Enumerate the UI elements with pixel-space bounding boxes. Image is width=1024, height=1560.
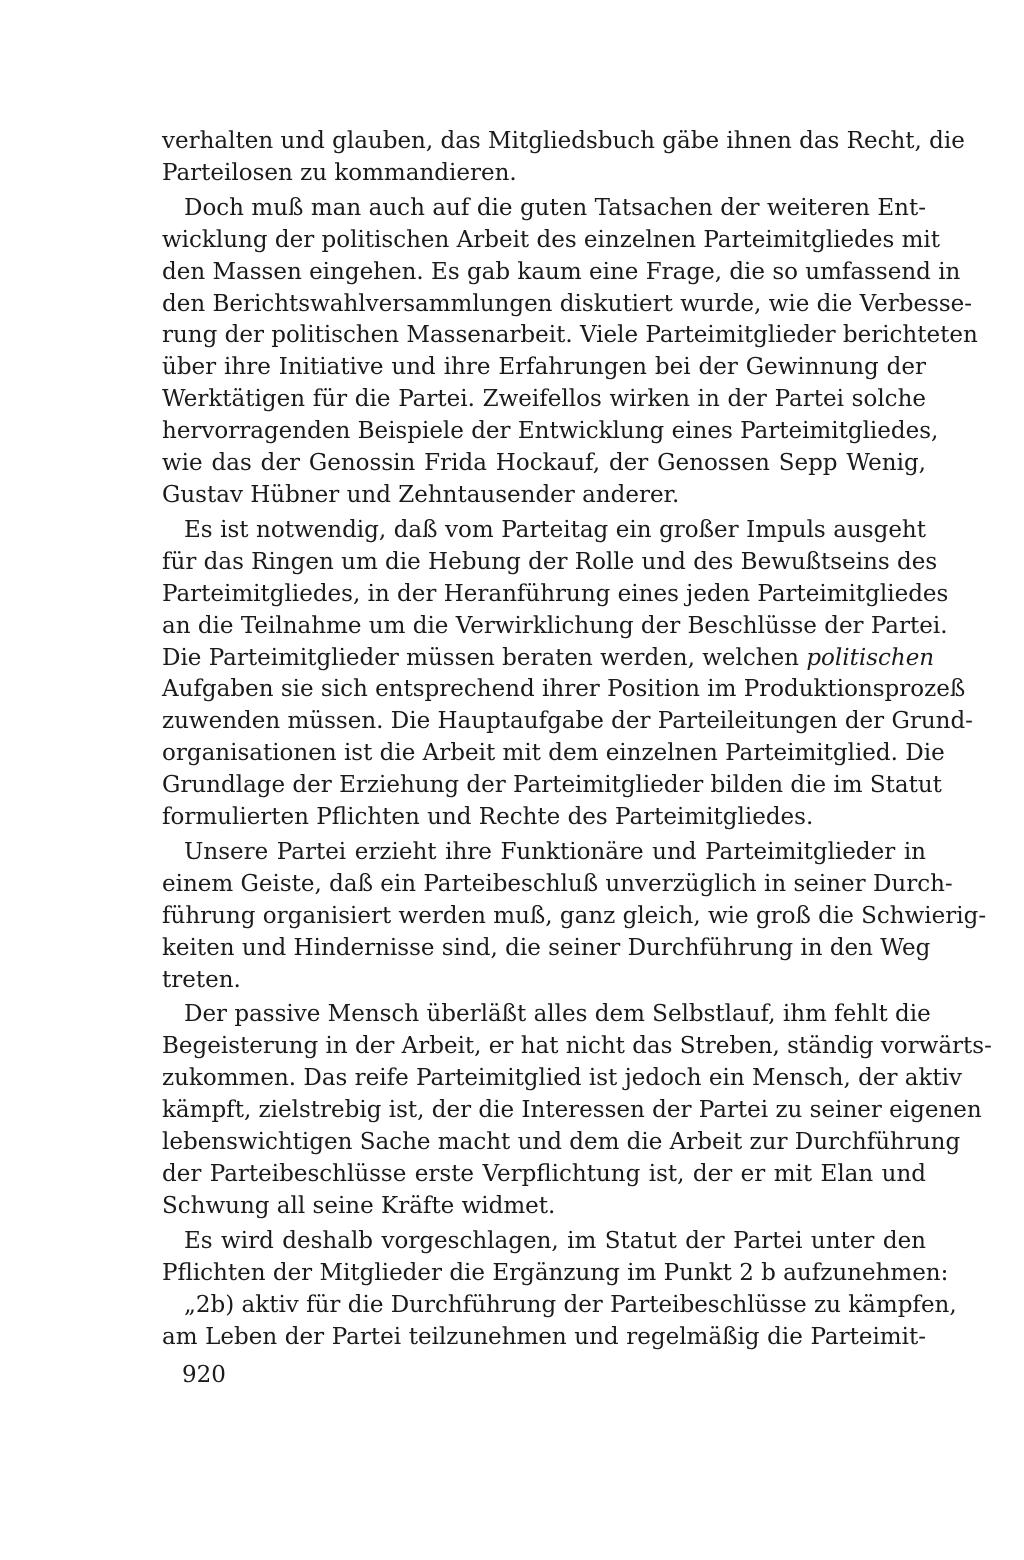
text-line: führung organisiert werden muß, ganz gleich, wie groß die Schwierig- — [162, 902, 987, 929]
text-line: Gustav Hübner und Zehntausender anderer. — [162, 481, 680, 508]
text-line: einem Geiste, daß ein Parteibeschluß unverzüglich in seiner Durch- — [162, 870, 953, 897]
text-line: wicklung der politischen Arbeit des einzelnen Parteimitgliedes mit — [162, 226, 941, 253]
text-line: am Leben der Partei teilzunehmen und regelmäßig die Parteimit- — [162, 1323, 926, 1350]
text-line: verhalten und glauben, das Mitgliedsbuch gäbe ihnen das Recht, die — [162, 128, 965, 154]
emphasized-word: politischen — [806, 644, 935, 671]
text-line: keiten und Hindernisse sind, die seiner Durchführung in den Weg — [162, 934, 931, 961]
text-line: organisationen ist die Arbeit mit dem einzelnen Parteimitglied. Die — [162, 740, 945, 767]
text-line: Grundlage der Erziehung der Parteimitglieder bilden die im Statut — [162, 772, 942, 799]
text-line: hervorragenden Beispiele der Entwicklung eines Parteimitgliedes, — [162, 418, 939, 445]
text-line: treten. — [162, 966, 241, 993]
text-line: Parteimitgliedes, in der Heranführung eines jeden Parteimitgliedes — [162, 580, 949, 607]
text-line: Es ist notwendig, daß vom Parteitag ein großer Impuls ausgeht — [184, 516, 926, 543]
text-line: den Berichtswahlversammlungen diskutiert wurde, wie die Verbesse- — [162, 290, 973, 317]
text-line: rung der politischen Massenarbeit. Viele Parteimitglieder berichteten — [162, 322, 978, 349]
text-line: Begeisterung in der Arbeit, er hat nicht das Streben, ständig vorwärts- — [162, 1033, 992, 1060]
text-line: Pflichten der Mitglieder die Ergänzung im Punkt 2 b aufzunehmen: — [162, 1259, 949, 1286]
text-line: Schwung all seine Kräfte widmet. — [162, 1192, 556, 1219]
text-line: Aufgaben sie sich entsprechend ihrer Position im Produktionsprozeß — [162, 676, 966, 703]
text-line: den Massen eingehen. Es gab kaum eine Frage, die so umfassend in — [162, 258, 961, 285]
text-line: Der passive Mensch überläßt alles dem Selbstlauf, ihm fehlt die — [184, 1001, 931, 1028]
text-line: „2b) aktiv für die Durchführung der Parteibeschlüsse zu kämpfen, — [184, 1291, 957, 1318]
page-number: 920 — [182, 1362, 226, 1388]
text-line: Parteilosen zu kommandieren. — [162, 159, 517, 186]
text-line: der Parteibeschlüsse erste Verpflichtung ist, der er mit Elan und — [162, 1161, 926, 1187]
text-line: über ihre Initiative und ihre Erfahrungen bei der Gewinnung der — [162, 354, 926, 381]
body-text — [162, 126, 992, 1353]
text-line: zuwenden müssen. Die Hauptaufgabe der Parteileitungen der Grund- — [162, 708, 973, 735]
text-line-with-emphasis — [162, 643, 935, 675]
text-line: an die Teilnahme um die Verwirklichung der Beschlüsse der Partei. — [162, 612, 948, 639]
text-line: lebenswichtigen Sache macht und dem die Arbeit zur Durchführung — [162, 1129, 961, 1156]
text-line: Doch muß man auch auf die guten Tatsachen der weiteren Ent- — [184, 194, 926, 221]
text-line: zukommen. Das reife Parteimitglied ist jedoch ein Mensch, der aktiv — [162, 1065, 962, 1092]
text-line: kämpft, zielstrebig ist, der die Interessen der Partei zu seiner eigenen — [162, 1097, 982, 1124]
text-line: Es wird deshalb vorgeschlagen, im Statut der Partei unter den — [184, 1227, 926, 1254]
text-line: wie das der Genossin Frida Hockauf, der Genossen Sepp Wenig, — [162, 450, 926, 477]
text-line-segment: Die Parteimitglieder müssen beraten werden, welchen — [162, 644, 799, 671]
text-line: Werktätigen für die Partei. Zweifellos wirken in der Partei solche — [162, 386, 926, 413]
text-line: für das Ringen um die Hebung der Rolle und des Bewußtseins des — [162, 548, 938, 575]
text-line: Unsere Partei erzieht ihre Funktionäre und Parteimitglieder in — [184, 838, 926, 865]
text-line: formulierten Pflichten und Rechte des Parteimitgliedes. — [162, 804, 814, 831]
